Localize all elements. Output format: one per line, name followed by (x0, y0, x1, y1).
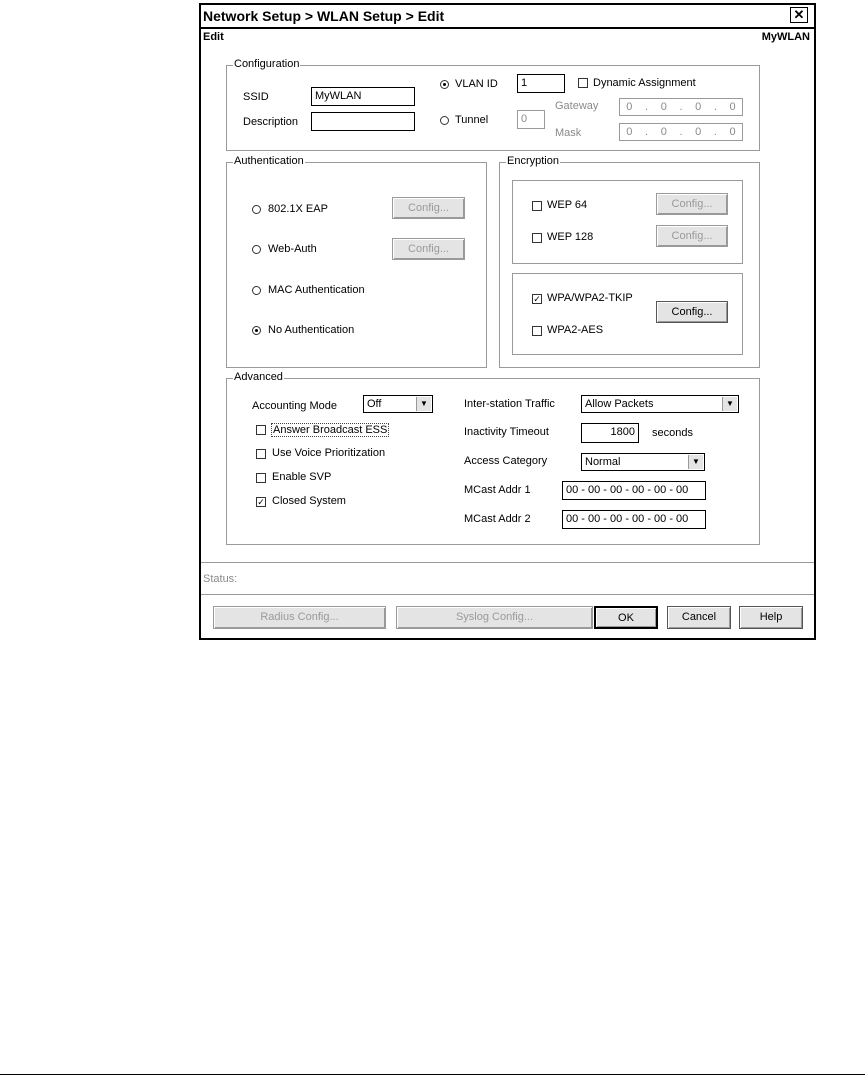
advanced-group (226, 371, 760, 545)
gateway-octet: 0 (626, 101, 633, 113)
authentication-legend: Authentication (234, 155, 304, 167)
mask-octet: 0 (729, 126, 736, 138)
gateway-octet: 0 (729, 101, 736, 113)
chevron-down-icon[interactable]: ▼ (688, 455, 703, 469)
title-bar[interactable] (201, 5, 814, 29)
help-button[interactable]: Help (739, 606, 803, 629)
mcast-addr1-input[interactable]: 00 - 00 - 00 - 00 - 00 - 00 (562, 481, 706, 500)
mcast-addr2-label: MCast Addr 2 (464, 513, 531, 525)
wep128-label: WEP 128 (547, 231, 594, 243)
mode-label: Edit (203, 31, 224, 43)
ssid-input[interactable]: MyWLAN (311, 87, 415, 106)
cancel-button[interactable]: Cancel (667, 606, 731, 629)
wpa-subgroup (512, 273, 743, 355)
access-category-select[interactable] (581, 453, 705, 471)
auth-webauth-config-button[interactable]: Config... (392, 238, 465, 260)
chevron-down-icon[interactable]: ▼ (722, 397, 737, 411)
closed-system-label: Closed System (272, 495, 346, 507)
inter-station-value: Allow Packets (585, 398, 654, 410)
auth-webauth-radio[interactable] (252, 245, 261, 254)
auth-8021x-label: 802.1X EAP (268, 203, 328, 215)
chevron-down-icon[interactable]: ▼ (416, 397, 431, 411)
ok-button[interactable]: OK (594, 606, 658, 629)
tunnel-radio[interactable] (440, 116, 449, 125)
wep64-config-button[interactable]: Config... (656, 193, 728, 215)
inactivity-timeout-input[interactable]: 1800 (581, 423, 639, 443)
wep64-checkbox[interactable] (532, 201, 542, 211)
auth-8021x-radio[interactable] (252, 205, 261, 214)
wep-subgroup (512, 180, 743, 264)
accounting-mode-label: Accounting Mode (252, 400, 337, 412)
gateway-label: Gateway (555, 100, 599, 112)
vlan-id-radio[interactable] (440, 80, 449, 89)
close-icon[interactable]: ✕ (790, 7, 808, 23)
wpa-config-button[interactable]: Config... (656, 301, 728, 323)
tunnel-label: Tunnel (455, 114, 489, 126)
advanced-legend: Advanced (234, 371, 283, 383)
wpa2-aes-checkbox[interactable] (532, 326, 542, 336)
gateway-octet: 0 (695, 101, 702, 113)
ssid-label: SSID (243, 91, 269, 103)
accounting-mode-value: Off (367, 398, 382, 410)
answer-broadcast-checkbox[interactable] (256, 425, 266, 435)
wlan-name-label: MyWLAN (761, 31, 810, 43)
accounting-mode-select[interactable] (363, 395, 433, 413)
wpa-tkip-label: WPA/WPA2-TKIP (547, 292, 633, 304)
window-title: Network Setup > WLAN Setup > Edit (203, 8, 445, 24)
footer-divider (201, 594, 814, 595)
tunnel-input[interactable]: 0 (517, 110, 545, 129)
gateway-octet: 0 (660, 101, 667, 113)
auth-mac-radio[interactable] (252, 286, 261, 295)
voice-prioritization-checkbox[interactable] (256, 449, 266, 459)
access-category-value: Normal (585, 456, 621, 468)
answer-broadcast-label: Answer Broadcast ESS (273, 424, 388, 436)
page-footer-rule (0, 1074, 865, 1075)
wep128-checkbox[interactable] (532, 233, 542, 243)
dynamic-assignment-label: Dynamic Assignment (593, 77, 696, 89)
description-label: Description (243, 116, 299, 128)
wpa-tkip-checkbox[interactable]: ✓ (533, 294, 541, 304)
status-divider (201, 562, 814, 563)
wep64-label: WEP 64 (547, 199, 588, 211)
configuration-group (226, 58, 760, 151)
mcast-addr2-input[interactable]: 00 - 00 - 00 - 00 - 00 - 00 (562, 510, 706, 529)
auth-none-label: No Authentication (268, 324, 355, 336)
enable-svp-checkbox[interactable] (256, 473, 266, 483)
encryption-group (499, 155, 760, 368)
auth-mac-label: MAC Authentication (268, 284, 365, 296)
syslog-config-button[interactable]: Syslog Config... (396, 606, 593, 629)
mask-octet: 0 (660, 126, 667, 138)
status-label: Status: (203, 573, 238, 585)
dynamic-assignment-checkbox[interactable] (578, 78, 588, 88)
closed-system-checkbox[interactable]: ✓ (257, 497, 265, 507)
description-input[interactable] (311, 112, 415, 131)
configuration-legend: Configuration (234, 58, 300, 70)
wpa2-aes-label: WPA2-AES (547, 324, 604, 336)
access-category-label: Access Category (464, 455, 548, 467)
mask-label: Mask (555, 127, 582, 139)
vlan-id-label: VLAN ID (455, 78, 498, 90)
wep128-config-button[interactable]: Config... (656, 225, 728, 247)
auth-8021x-config-button[interactable]: Config... (392, 197, 465, 219)
inactivity-unit-label: seconds (652, 427, 693, 439)
wlan-edit-dialog (199, 3, 816, 640)
voice-prioritization-label: Use Voice Prioritization (272, 447, 386, 459)
inter-station-label: Inter-station Traffic (464, 398, 555, 410)
authentication-group (226, 155, 487, 368)
gateway-ip-field[interactable]: 0 . 0 . 0 . 0 (619, 98, 743, 116)
enable-svp-label: Enable SVP (272, 471, 332, 483)
radius-config-button[interactable]: Radius Config... (213, 606, 386, 629)
inter-station-select[interactable] (581, 395, 739, 413)
encryption-legend: Encryption (507, 155, 559, 167)
mcast-addr1-label: MCast Addr 1 (464, 484, 531, 496)
auth-webauth-label: Web-Auth (268, 243, 317, 255)
vlan-id-input[interactable]: 1 (517, 74, 565, 93)
mask-ip-field[interactable]: 0 . 0 . 0 . 0 (619, 123, 743, 141)
mask-octet: 0 (626, 126, 633, 138)
mask-octet: 0 (695, 126, 702, 138)
inactivity-timeout-label: Inactivity Timeout (464, 426, 549, 438)
auth-none-radio[interactable] (252, 326, 261, 335)
